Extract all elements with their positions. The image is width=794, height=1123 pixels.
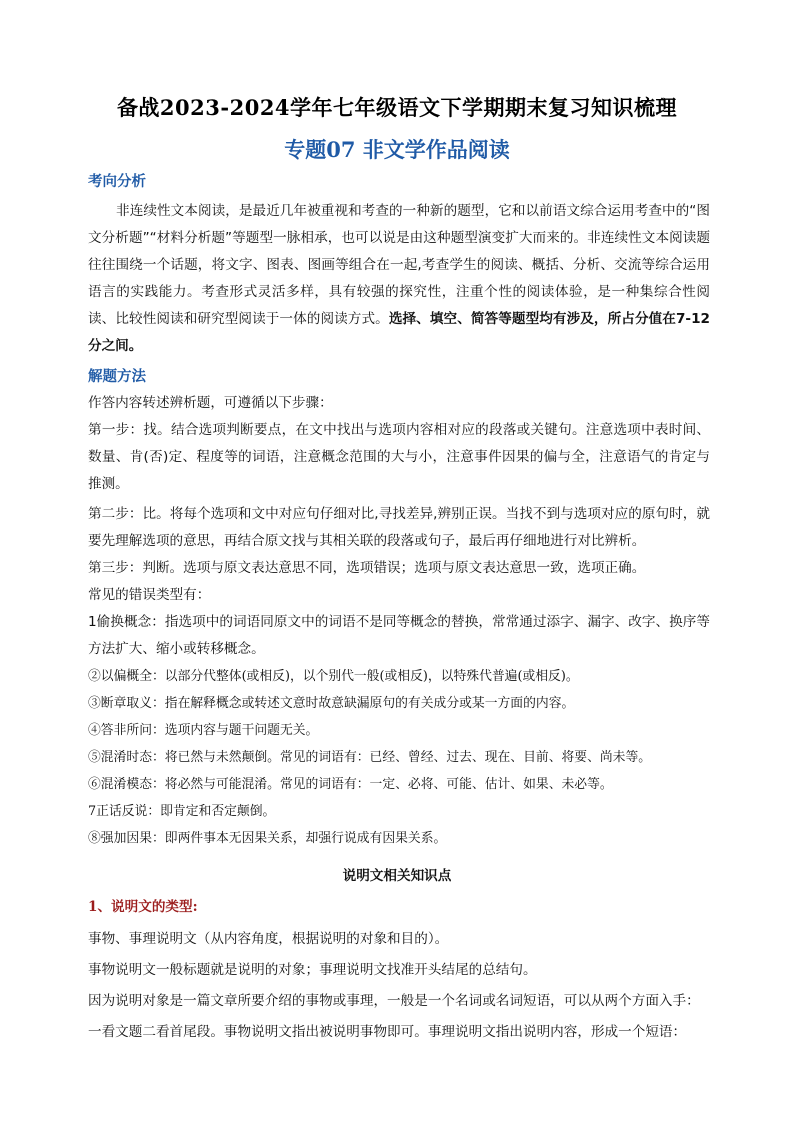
analysis-paragraph: [88, 198, 710, 360]
knowledge-paragraph-1: 事物、事理说明文（从内容角度，根据说明的对象和目的）。: [88, 931, 449, 947]
subheading-types: 1、说明文的类型:: [88, 899, 198, 915]
analysis-text: 非连续性文本阅读，是最近几年被重视和考查的一种新的题型，它和以前语文综合运用考查中的“图文分析题”“材料分析题”等题型一脉相承，也可以说是由这种题型演变扩大而来的。非连续性文本阅读题往往围绕一个话题，将文字、图表、图画等组合在一起,考查学生的阅读、概括、分析、交流等综合运用语言的实践能力。考查形式灵活多样，具有较强的探究性，注重个性的阅读体验，是一种集综合性阅读、比较性阅读和研究型阅读于一体的阅读方式。: [88, 203, 710, 327]
error-type-4: ④答非所问：选项内容与题干问题无关。: [88, 723, 319, 738]
method-step-1: 第一步：找。结合选项判断要点，在文中找出与选项内容相对应的段落或关键句。注意选项中表时间、数量、肯(否)定、程度等的词语，注意概念范围的大与小，注意事件因果的偏与全，注意语气的肯定与推测。: [88, 422, 710, 492]
section-heading-knowledge: 说明文相关知识点: [342, 868, 452, 884]
document-subtitle: 专题07 非文学作品阅读: [284, 137, 510, 162]
section-heading-analysis: 考向分析: [88, 174, 146, 190]
error-type-3: ③断章取义：指在解释概念或转述文意时故意缺漏原句的有关成分或某一方面的内容。: [88, 696, 575, 711]
analysis-text-bold: 选择、填空、简答等题型均有涉及，所占分值在7-12分之间。: [88, 311, 710, 354]
error-type-2: ②以偏概全：以部分代整体(或相反)，以个别代一般(或相反)，以特殊代普遍(或相反)。: [88, 669, 579, 684]
error-type-6: ⑥混淆模态：将必然与可能混淆。常见的词语有：一定、必将、可能、估计、如果、未必等。: [88, 777, 613, 792]
method-step-3: 第三步：判断。选项与原文表达意思不同，选项错误；选项与原文表达意思一致，选项正确。: [88, 560, 646, 576]
document-title: 备战2023-2024学年七年级语文下学期期末复习知识梳理: [116, 95, 678, 120]
error-type-8: ⑧强加因果：即两件事本无因果关系，却强行说成有因果关系。: [88, 831, 447, 846]
method-step-2: 第二步：比。将每个选项和文中对应句仔细对比,寻找差异,辨别正误。当找不到与选项对应的原句时，就要先理解选项的意思，再结合原文找与其相关联的段落或句子，最后再仔细地进行对比辨析。: [88, 506, 710, 549]
knowledge-paragraph-4: 一看文题二看首尾段。事物说明文指出被说明事物即可。事理说明文指出说明内容，形成一个短语：: [88, 1024, 687, 1040]
error-type-5: ⑤混淆时态：将已然与未然颠倒。常见的词语有：已经、曾经、过去、现在、目前、将要、尚未等。: [88, 750, 652, 765]
error-type-7: 7正话反说：即肯定和否定颠倒。: [88, 804, 276, 819]
section-heading-method: 解题方法: [88, 369, 146, 385]
error-type-1: 1偷换概念：指选项中的词语同原文中的词语不是同等概念的替换，常常通过添字、漏字、改字、换序等方法扩大、缩小或转移概念。: [88, 614, 710, 657]
error-types-intro: 常见的错误类型有：: [88, 587, 211, 603]
knowledge-paragraph-3: 因为说明对象是一篇文章所要介绍的事物或事理，一般是一个名词或名词短语，可以从两个方面入手：: [88, 993, 700, 1009]
knowledge-paragraph-2: 事物说明文一般标题就是说明的对象；事理说明文找准开头结尾的总结句。: [88, 962, 537, 978]
method-intro: 作答内容转述辨析题，可遵循以下步骤：: [88, 395, 333, 411]
